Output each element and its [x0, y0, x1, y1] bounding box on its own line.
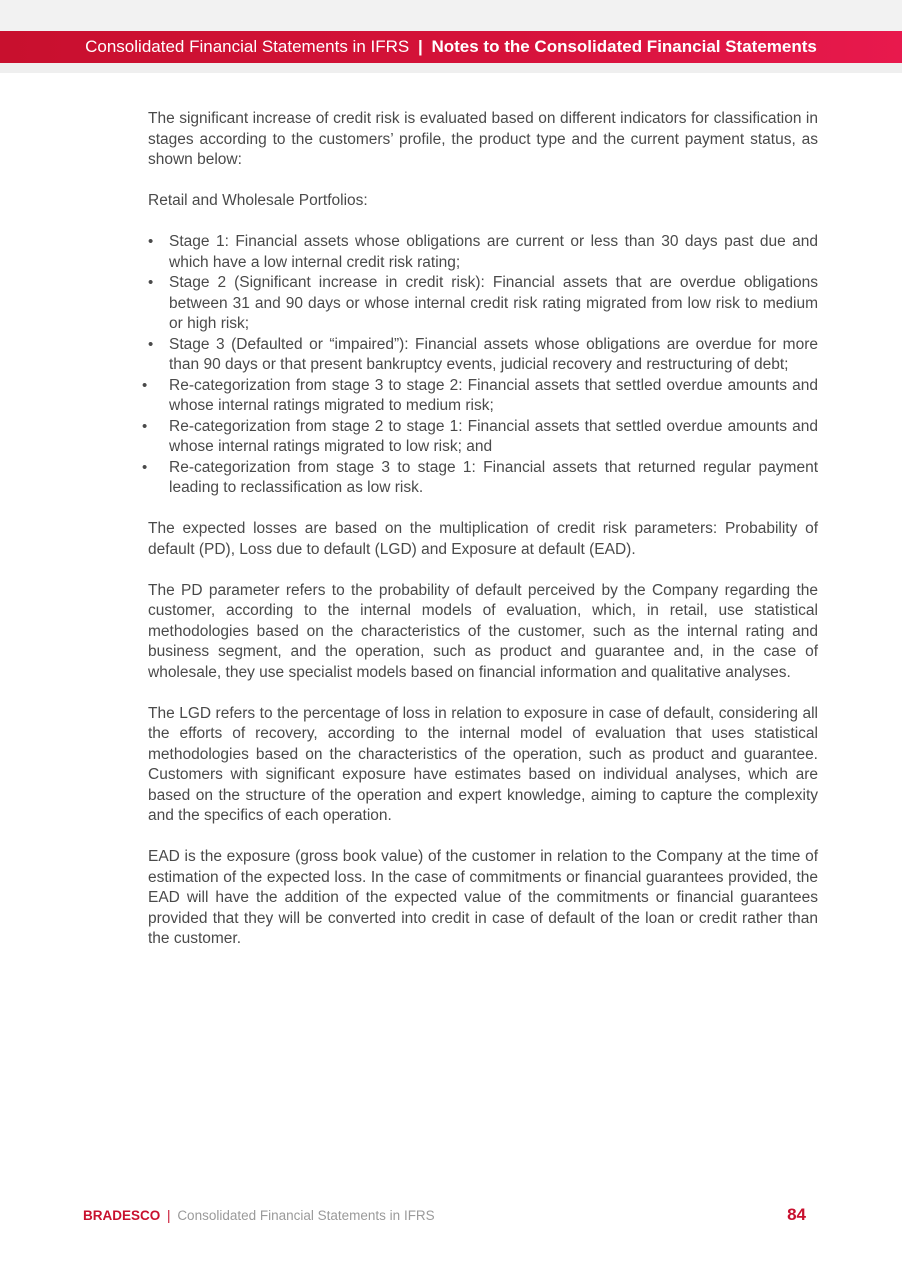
header-shadow	[0, 63, 902, 73]
page-header-band	[0, 31, 902, 63]
header-section-title: Consolidated Financial Statements in IFRS	[85, 37, 410, 56]
list-item-text: Stage 3 (Defaulted or “impaired”): Financial assets whose obligations are overdue for more than 90 days or that present bankruptcy events, judicial recovery and restructuring of debt;	[169, 335, 818, 373]
page-number: 84	[787, 1205, 806, 1224]
list-item-text: Re-categorization from stage 3 to stage 1: Financial assets that returned regular payment leading to reclassification as low risk.	[169, 458, 818, 496]
list-item-stage-3	[148, 335, 818, 376]
ead-paragraph: EAD is the exposure (gross book value) of the customer in relation to the Company at the time of estimation of the expected loss. In the case of commitments or financial guarantees provided, the EAD will have the addition of the expected value of the commitments or financial guarantees provided that they will be converted into credit in case of default of the loan or credit rather than the customer.	[148, 848, 818, 947]
list-item-stage-1	[148, 232, 818, 273]
bullet-icon: •	[142, 376, 148, 394]
pd-paragraph: The PD parameter refers to the probability of default perceived by the Company regarding the customer, according to the internal models of evaluation, which, in retail, use statistical methodologies based on the characteristics of the customer, such as the internal rating and business segment, and the operation, such as product and guarantee and, in the case of wholesale, they use specialist models based on financial information and qualitative analyses.	[148, 581, 818, 681]
header-chapter-title: Notes to the Consolidated Financial Statements	[431, 37, 817, 56]
bullet-icon: •	[148, 335, 154, 353]
footer-separator: |	[167, 1208, 171, 1223]
list-item-recat-3-to-2	[142, 376, 818, 417]
footer-document-title: Consolidated Financial Statements in IFRS	[177, 1208, 435, 1223]
header-separator: |	[417, 37, 423, 56]
bullet-icon: •	[142, 458, 148, 476]
bullet-icon: •	[142, 417, 148, 435]
page-body	[142, 109, 818, 970]
lgd-paragraph: The LGD refers to the percentage of loss in relation to exposure in case of default, considering all the efforts of recovery, according to the internal model of evaluation that uses statistical methodologies based on the characteristics of the operation, such as product and guarantee. Customers with significant exposure have estimates based on individual analyses, which are based on the structure of the operation and expert knowledge, aiming to capture the complexity and the specifics of each operation.	[148, 704, 818, 824]
expected-losses-paragraph: The expected losses are based on the multiplication of credit risk parameters: Probability of default (PD), Loss due to default (LGD) and Exposure at default (EAD).	[148, 520, 818, 558]
list-item-stage-2	[148, 273, 818, 335]
portfolios-heading: Retail and Wholesale Portfolios:	[148, 192, 368, 209]
bullet-icon: •	[148, 233, 154, 250]
list-item-text: Re-categorization from stage 3 to stage 2: Financial assets that settled overdue amounts and whose internal ratings migrated to medium risk;	[169, 376, 818, 414]
top-margin-strip	[0, 0, 902, 31]
list-item-text: Stage 1: Financial assets whose obligations are current or less than 30 days past due and which have a low internal credit risk rating;	[169, 233, 818, 271]
list-item-recat-3-to-1	[142, 458, 818, 499]
stage-list	[142, 232, 818, 499]
list-item-recat-2-to-1	[142, 417, 818, 458]
list-item-text: Stage 2 (Significant increase in credit risk): Financial assets that are overdue obligations between 31 and 90 days or whose internal credit risk rating migrated from low risk to medium or high risk;	[169, 274, 818, 332]
page-footer	[83, 1206, 435, 1226]
bullet-icon: •	[148, 274, 154, 291]
list-item-text: Re-categorization from stage 2 to stage 1: Financial assets that settled overdue amounts and whose internal ratings migrated to low risk; and	[169, 417, 818, 455]
intro-paragraph: The significant increase of credit risk is evaluated based on different indicators for classification in stages according to the customers’ profile, the product type and the current payment status, as shown below:	[148, 110, 818, 168]
footer-brand: BRADESCO	[83, 1208, 161, 1223]
